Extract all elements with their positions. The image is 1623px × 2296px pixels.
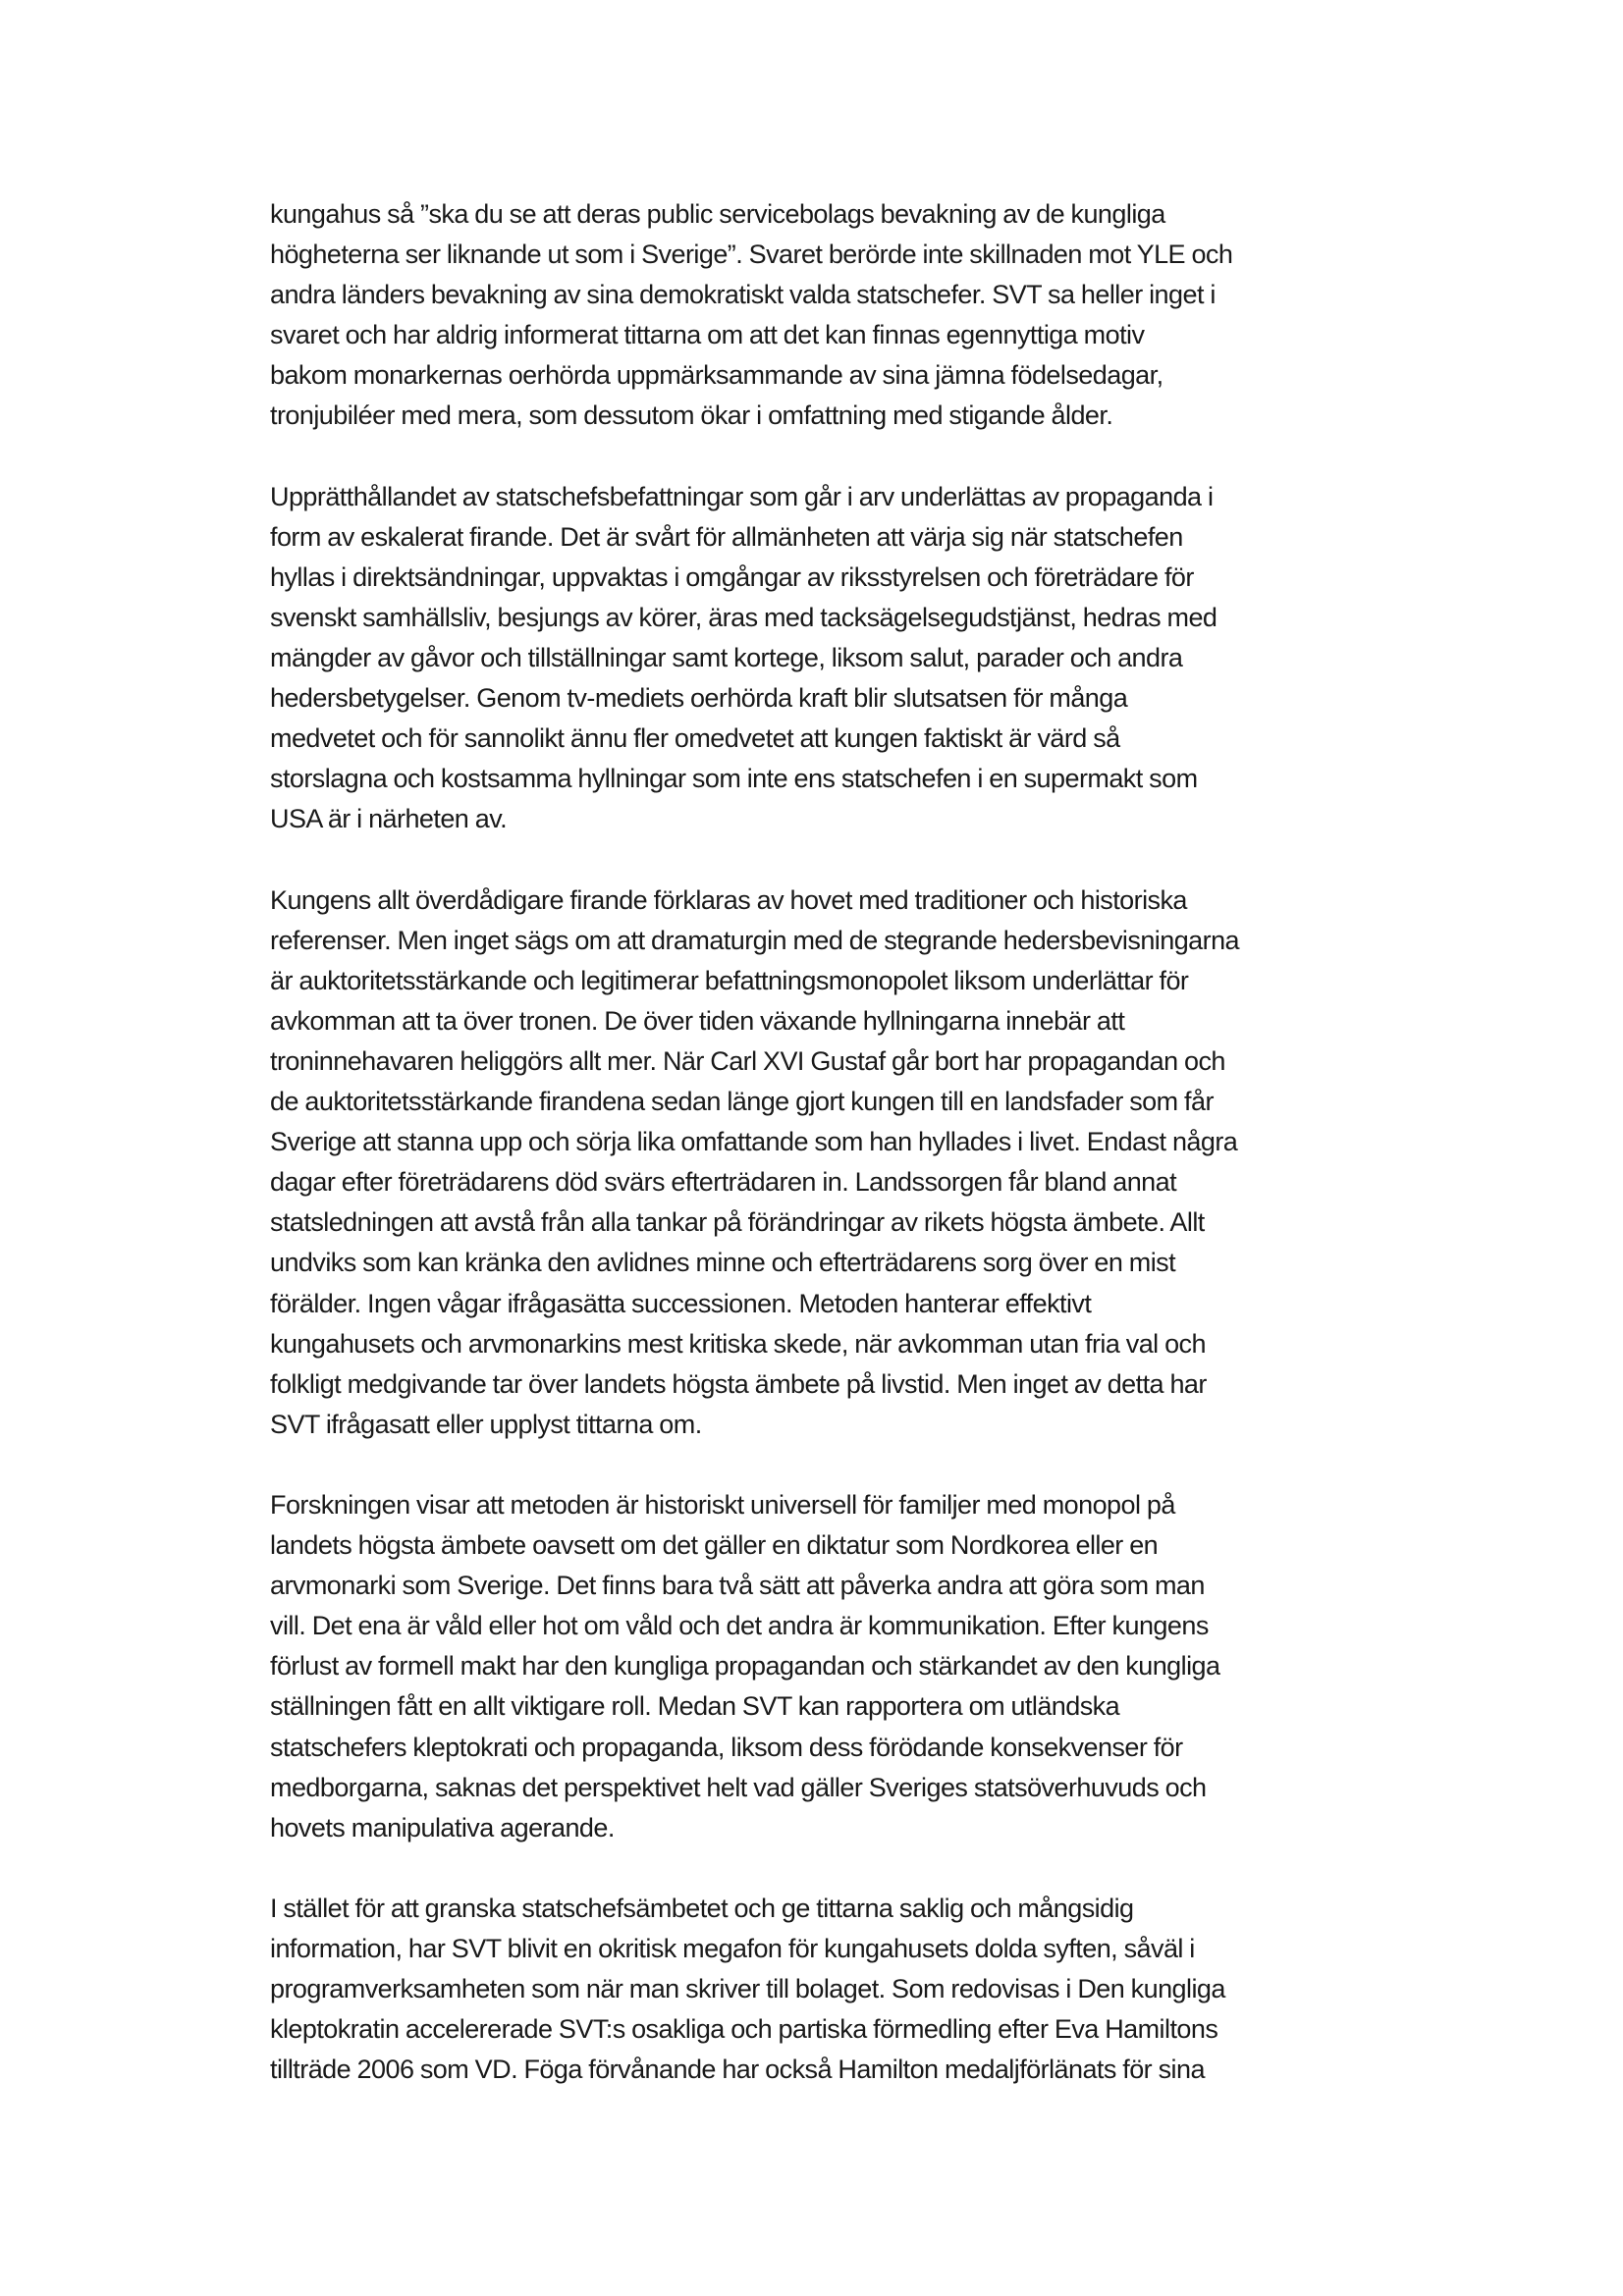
paragraph-4	[270, 1485, 1448, 1848]
text-line: kungahusets och arvmonarkins mest kritiska skede, när avkomman utan fria val och	[270, 1328, 1206, 1359]
paragraph-2	[270, 477, 1448, 840]
text-line: hyllas i direktsändningar, uppvaktas i omgångar av riksstyrelsen och företrädare för	[270, 561, 1194, 592]
text-line: troninnehavaren heliggörs allt mer. När Carl XVI Gustaf går bort har propagandan och	[270, 1045, 1225, 1076]
text-line: förlust av formell makt har den kungliga propagandan och stärkandet av den kungliga	[270, 1651, 1220, 1682]
text-line: kungahus så ”ska du se att deras public servicebolags bevakning av de kungliga	[270, 199, 1165, 229]
text-line: folkligt medgivande tar över landets högsta ämbete på livstid. Men inget av detta har	[270, 1368, 1207, 1399]
text-line: medvetet och för sannolikt ännu fler omedvetet att kungen faktiskt är värd så	[270, 723, 1120, 754]
text-line: tronjubiléer med mera, som dessutom ökar i omfattning med stigande ålder.	[270, 400, 1113, 431]
text-line: andra länders bevakning av sina demokratiskt valda statschefer. SVT sa heller inget i	[270, 280, 1216, 310]
text-line: undviks som kan kränka den avlidnes minne och efterträdarens sorg över en mist	[270, 1248, 1176, 1278]
text-line: Kungens allt överdådigare firande förklaras av hovet med traditioner och historiska	[270, 884, 1187, 915]
text-line: ställningen fått en allt viktigare roll. Medan SVT kan rapportera om utländska	[270, 1691, 1120, 1722]
text-line: Upprätthållandet av statschefsbefattningar som går i arv underlättas av propaganda i	[270, 481, 1214, 511]
text-line: statschefers kleptokrati och propaganda, liksom dess förödande konsekvenser för	[270, 1732, 1183, 1762]
text-line: form av eskalerat firande. Det är svårt för allmänheten att värja sig när statschefen	[270, 521, 1183, 552]
text-line: referenser. Men inget sägs om att dramaturgin med de stegrande hedersbevisningarna	[270, 925, 1240, 955]
text-line: förälder. Ingen vågar ifrågasätta successionen. Metoden hanterar effektivt	[270, 1288, 1092, 1318]
text-line: programverksamheten som när man skriver till bolaget. Som redovisas i Den kungliga	[270, 1974, 1225, 2004]
text-line: landets högsta ämbete oavsett om det gäller en diktatur som Nordkorea eller en	[270, 1530, 1159, 1561]
text-line: Sverige att stanna upp och sörja lika omfattande som han hyllades i livet. Endast några	[270, 1127, 1238, 1157]
text-line: de auktoritetsstärkande firandena sedan länge gjort kungen till en landsfader som får	[270, 1087, 1214, 1117]
text-line: SVT ifrågasatt eller upplyst tittarna om.	[270, 1409, 702, 1439]
text-line: arvmonarki som Sverige. Det finns bara två sätt att påverka andra att göra som man	[270, 1571, 1205, 1601]
text-line: storslagna och kostsamma hyllningar som inte ens statschefen i en supermakt som	[270, 764, 1198, 794]
text-line: vill. Det ena är våld eller hot om våld och det andra är kommunikation. Efter kungens	[270, 1611, 1209, 1641]
text-line: statsledningen att avstå från alla tankar på förändringar av rikets högsta ämbete. Allt	[270, 1207, 1205, 1238]
text-line: kleptokratin accelererade SVT:s osakliga och partiska förmedling efter Eva Hamiltons	[270, 2014, 1218, 2045]
text-line: svaret och har aldrig informerat tittarna om att det kan finnas egennyttiga motiv	[270, 320, 1145, 350]
paragraph-5	[270, 1889, 1448, 2090]
paragraph-1	[270, 194, 1448, 437]
text-line: är auktoritetsstärkande och legitimerar befattningsmonopolet liksom underlättar för	[270, 965, 1189, 995]
text-line: USA är i närheten av.	[270, 804, 508, 834]
text-line: hovets manipulativa agerande.	[270, 1812, 615, 1842]
text-line: tillträde 2006 som VD. Föga förvånande har också Hamilton medaljförlänats för sina	[270, 2055, 1205, 2085]
text-line: svenskt samhällsliv, besjungs av körer, äras med tacksägelsegudstjänst, hedras med	[270, 602, 1217, 632]
text-line: mängder av gåvor och tillställningar samt kortege, liksom salut, parader och andra	[270, 643, 1183, 673]
text-line: dagar efter företrädarens död svärs efterträdaren in. Landssorgen får bland annat	[270, 1167, 1177, 1198]
document-body	[270, 194, 1448, 2131]
text-line: hedersbetygelser. Genom tv-mediets oerhörda kraft blir slutsatsen för många	[270, 683, 1128, 714]
text-line: medborgarna, saknas det perspektivet helt vad gäller Sveriges statsöverhuvuds och	[270, 1772, 1207, 1802]
text-line: I stället för att granska statschefsämbetet och ge tittarna saklig och mångsidig	[270, 1893, 1134, 1923]
text-line: bakom monarkernas oerhörda uppmärksammande av sina jämna födelsedagar,	[270, 360, 1163, 391]
text-line: Forskningen visar att metoden är historiskt universell för familjer med monopol på	[270, 1490, 1175, 1520]
text-line: information, har SVT blivit en okritisk megafon för kungahusets dolda syften, såväl i	[270, 1934, 1195, 1964]
text-line: högheterna ser liknande ut som i Sverige”. Svaret berörde inte skillnaden mot YLE och	[270, 240, 1233, 270]
paragraph-3	[270, 881, 1448, 1445]
text-line: avkomman att ta över tronen. De över tiden växande hyllningarna innebär att	[270, 1005, 1125, 1036]
